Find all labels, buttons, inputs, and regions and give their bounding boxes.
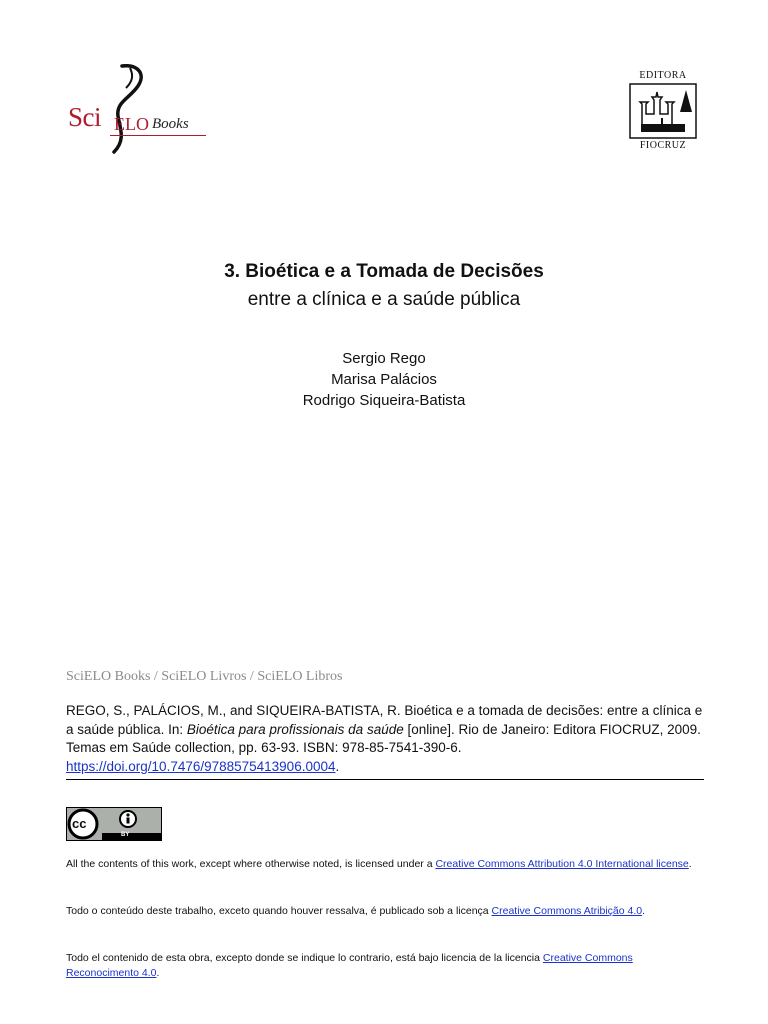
series-line: SciELO Books / SciELO Livros / SciELO Libros [66, 669, 343, 684]
citation-text: REGO, S., PALÁCIOS, M., and SIQUEIRA-BATISTA, R. Bioética e a tomada de decisões: entre a clínica e a saúde pública. In: [66, 703, 703, 737]
cc-badge-cc-label: cc [72, 816, 87, 831]
license-text: Todo el contenido de esta obra, excepto donde se indique lo contrario, está bajo licencia de la licencia [66, 952, 543, 964]
doi-link[interactable]: https://doi.org/10.7476/9788575413906.0004 [66, 758, 336, 774]
scielo-logo-rule [110, 135, 206, 136]
license-text-spanish [66, 951, 706, 980]
fiocruz-castle-icon [626, 82, 700, 140]
license-end: . [642, 905, 646, 917]
chapter-title: 3. Bioética e a Tomada de Decisões [224, 261, 544, 282]
citation-text: [online]. Rio de Janeiro: Editora FIOCRUZ, 2009. Temas em Saúde collection, pp. 63-93. ISBN: 978-85-7541-390-6. [66, 721, 701, 755]
scielo-books-logo [64, 64, 210, 154]
citation-block [66, 702, 706, 776]
cc-license-link-english[interactable]: Creative Commons Attribution 4.0 International license [435, 858, 689, 870]
license-end: . [156, 966, 160, 979]
author-name: Sergio Rego [342, 350, 426, 367]
author-name: Rodrigo Siqueira-Batista [302, 392, 466, 409]
scielo-logo-elo: ELO [114, 114, 149, 134]
license-text-portuguese [66, 904, 706, 919]
cc-by-badge[interactable] [66, 807, 162, 841]
editora-fiocruz-logo [626, 70, 700, 152]
fiocruz-logo-top-label: EDITORA [639, 70, 687, 81]
cc-license-link-spanish[interactable]: Creative Commons Reconocimento 4.0 [66, 952, 633, 979]
license-text: All the contents of this work, except where otherwise noted, is licensed under a [66, 858, 436, 870]
cc-badge-by-label: BY [121, 832, 130, 838]
scielo-logo-books: Books [152, 116, 189, 132]
scielo-logo-sci: Sci [68, 102, 102, 132]
license-text: Todo o conteúdo deste trabalho, exceto quando houver ressalva, é publicado sob a licença [66, 905, 492, 917]
horizontal-rule [66, 779, 704, 780]
cc-license-link-portuguese[interactable]: Creative Commons Atribição 4.0 [491, 905, 643, 917]
chapter-subtitle: entre a clínica e a saúde pública [247, 289, 521, 310]
author-name: Marisa Palácios [331, 371, 437, 388]
citation-book-title: Bioética para profissionais da saúde [186, 721, 404, 737]
license-end: . [688, 858, 692, 870]
license-text-english [66, 857, 706, 872]
fiocruz-logo-bottom-label: FIOCRUZ [639, 140, 687, 151]
citation-end: . [335, 758, 340, 774]
